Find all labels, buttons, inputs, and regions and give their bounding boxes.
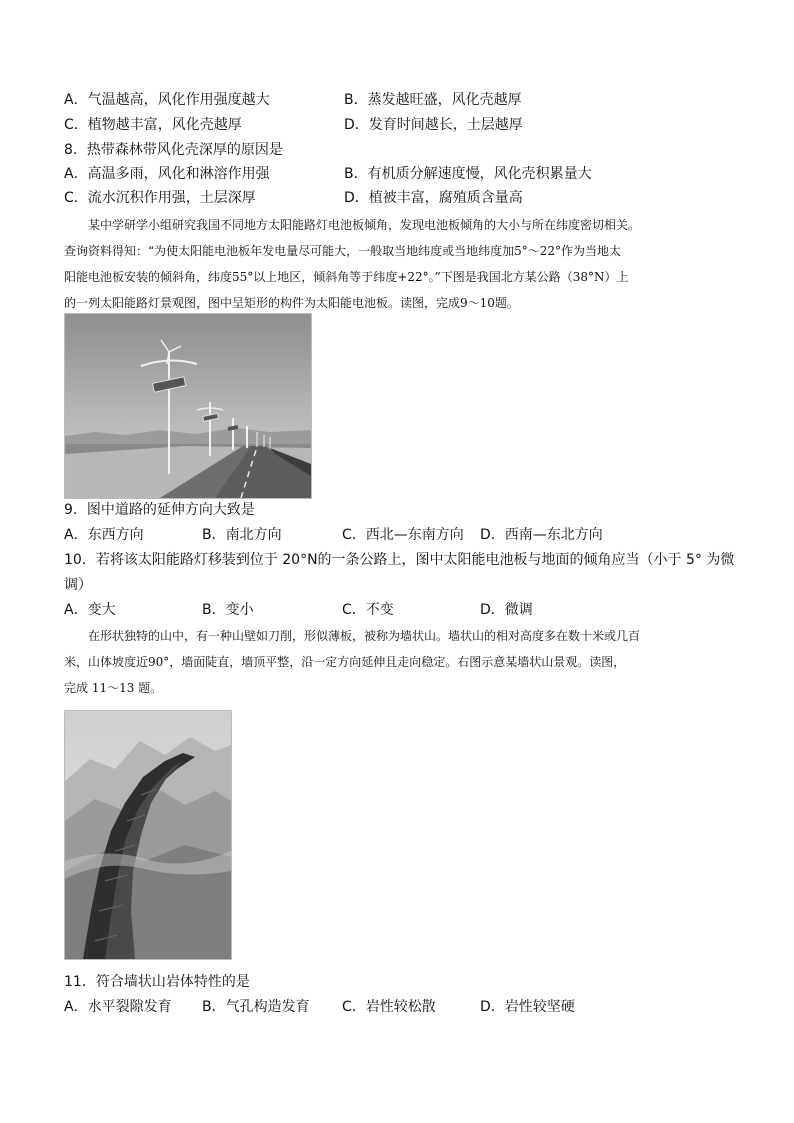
wall-mountain-photo — [64, 710, 232, 960]
passage1-line4: 的一列太阳能路灯景观图，图中呈矩形的构件为太阳能电池板。读图，完成9～10题。 — [64, 296, 519, 310]
q11-stem: 11．符合墙状山岩体特性的是 — [64, 974, 250, 990]
q9-option-a: A．东西方向 — [64, 527, 144, 543]
passage1-line1: 某中学研学小组研究我国不同地方太阳能路灯电池板倾角，发现电池板倾角的大小与所在纬度密切相关。 — [88, 218, 641, 232]
q10-stem-line1: 10．若将该太阳能路灯移装到位于 20°N的一条公路上，图中太阳能电池板与地面的倾角应当（小于 5° 为微 — [64, 552, 735, 568]
q9-option-c: C．西北—东南方向 — [342, 527, 464, 543]
solar-street-lamp-photo — [64, 313, 312, 499]
q9-option-d: D．西南—东北方向 — [480, 527, 603, 543]
q8-option-d: D．植被丰富，腐殖质含量高 — [344, 190, 523, 206]
q8-stem: 8．热带森林带风化壳深厚的原因是 — [64, 142, 283, 158]
q10-stem-line2: 调） — [64, 577, 92, 593]
q9-option-b: B．南北方向 — [202, 527, 282, 543]
q8-option-a: A．高温多雨，风化和淋溶作用强 — [64, 166, 270, 182]
q11-option-d: D．岩性较坚硬 — [480, 999, 575, 1015]
passage2-line1: 在形状独特的山中，有一种山壁如刀削，形似薄板，被称为墙状山。墙状山的相对高度多在数十米或几百 — [88, 629, 641, 643]
q10-option-b: B．变小 — [202, 602, 254, 618]
q10-option-d: D．微调 — [480, 602, 533, 618]
passage1-line3: 阳能电池板安装的倾斜角，纬度55°以上地区，倾斜角等于纬度+22°。”下图是我国北方某公路（38°N）上 — [64, 270, 629, 284]
q11-option-c: C．岩性较松散 — [342, 999, 436, 1015]
q11-option-b: B．气孔构造发育 — [202, 999, 310, 1015]
q7-option-c: C．植物越丰富，风化壳越厚 — [64, 117, 242, 133]
q10-option-a: A．变大 — [64, 602, 116, 618]
q7-option-a: A．气温越高，风化作用强度越大 — [64, 92, 270, 108]
q11-option-a: A．水平裂隙发育 — [64, 999, 172, 1015]
q10-option-c: C．不变 — [342, 602, 394, 618]
passage2-line2: 米，山体坡度近90°，墙面陡直，墙顶平整，沿一定方向延伸且走向稳定。右图示意某墙状山景观。读图， — [64, 655, 626, 669]
q7-option-b: B．蒸发越旺盛，风化壳越厚 — [344, 92, 522, 108]
q8-option-c: C．流水沉积作用强，土层深厚 — [64, 190, 256, 206]
q9-stem: 9．图中道路的延伸方向大致是 — [64, 502, 255, 518]
passage2-line3: 完成 11～13 题。 — [64, 681, 163, 695]
q8-option-b: B．有机质分解速度慢，风化壳积累量大 — [344, 166, 592, 182]
passage1-line2: 查询资料得知：“为使太阳能电池板年发电量尽可能大，一般取当地纬度或当地纬度加5°～22°作为当地太 — [64, 244, 622, 258]
q7-option-d: D．发育时间越长，土层越厚 — [344, 117, 523, 133]
